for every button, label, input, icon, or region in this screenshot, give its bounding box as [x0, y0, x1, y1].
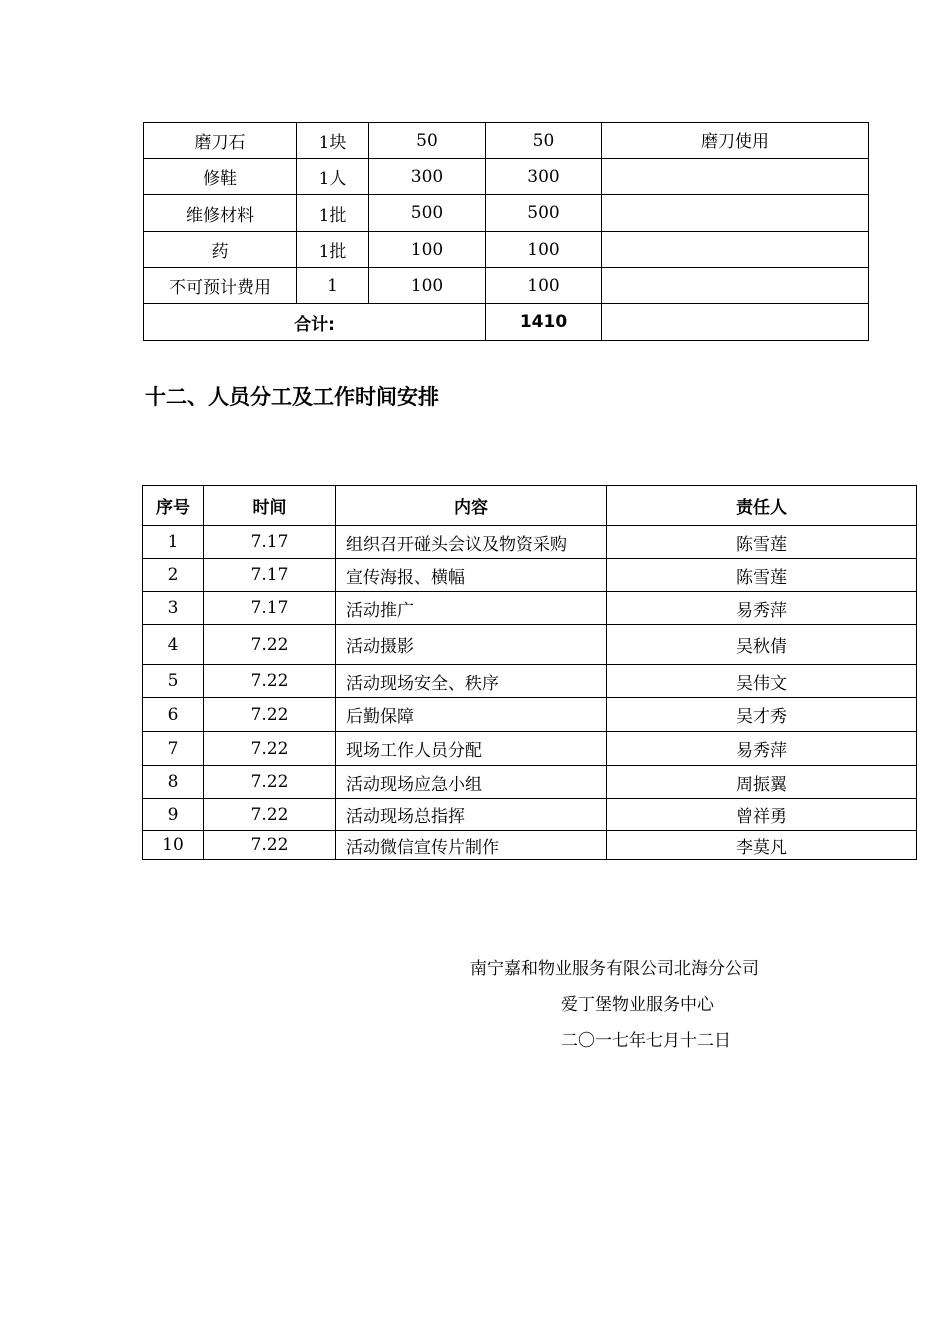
- budget-item: 药: [144, 232, 297, 268]
- row-no: 4: [143, 625, 204, 665]
- table-row: [143, 799, 917, 831]
- table-row: [143, 625, 917, 665]
- signature-company: 南宁嘉和物业服务有限公司北海分公司: [470, 959, 759, 979]
- total-row: [144, 304, 869, 341]
- row-time: 7.22: [204, 766, 336, 799]
- row-person: 吴秋倩: [607, 625, 917, 665]
- row-time: 7.22: [204, 698, 336, 732]
- budget-note: [602, 159, 869, 195]
- table-row: [143, 766, 917, 799]
- budget-amount: 300: [486, 159, 602, 195]
- table-header-row: [143, 486, 917, 526]
- table-row: [144, 123, 869, 159]
- row-content: 宣传海报、横幅: [336, 559, 607, 592]
- row-content: 活动现场安全、秩序: [336, 665, 607, 698]
- row-time: 7.22: [204, 625, 336, 665]
- section-heading: 十二、人员分工及工作时间安排: [145, 385, 439, 409]
- staff-table: [142, 485, 917, 860]
- budget-amount: 100: [486, 232, 602, 268]
- row-person: 陈雪莲: [607, 559, 917, 592]
- row-person: 陈雪莲: [607, 526, 917, 559]
- budget-unit-price: 500: [369, 195, 486, 232]
- header-no: 序号: [143, 486, 204, 526]
- header-person: 责任人: [607, 486, 917, 526]
- row-no: 6: [143, 698, 204, 732]
- budget-item: 修鞋: [144, 159, 297, 195]
- total-note: [602, 304, 869, 341]
- signature-center: 爱丁堡物业服务中心: [561, 995, 714, 1015]
- table-row: [143, 732, 917, 766]
- header-time: 时间: [204, 486, 336, 526]
- row-no: 1: [143, 526, 204, 559]
- budget-qty: 1批: [297, 232, 369, 268]
- row-content: 活动微信宣传片制作: [336, 831, 607, 860]
- table-row: [143, 559, 917, 592]
- row-time: 7.17: [204, 526, 336, 559]
- table-row: [144, 159, 869, 195]
- budget-unit-price: 300: [369, 159, 486, 195]
- table-row: [143, 665, 917, 698]
- budget-amount: 100: [486, 268, 602, 304]
- row-time: 7.22: [204, 799, 336, 831]
- budget-amount: 50: [486, 123, 602, 159]
- row-person: 曾祥勇: [607, 799, 917, 831]
- budget-item: 不可预计费用: [144, 268, 297, 304]
- row-content: 活动现场总指挥: [336, 799, 607, 831]
- table-row: [144, 195, 869, 232]
- budget-table: [143, 122, 869, 341]
- row-content: 后勤保障: [336, 698, 607, 732]
- budget-amount: 500: [486, 195, 602, 232]
- row-person: 李莫凡: [607, 831, 917, 860]
- row-person: 易秀萍: [607, 592, 917, 625]
- budget-qty: 1块: [297, 123, 369, 159]
- budget-qty: 1: [297, 268, 369, 304]
- row-person: 吴才秀: [607, 698, 917, 732]
- row-content: 活动现场应急小组: [336, 766, 607, 799]
- budget-unit-price: 50: [369, 123, 486, 159]
- row-time: 7.22: [204, 732, 336, 766]
- row-content: 活动摄影: [336, 625, 607, 665]
- row-no: 8: [143, 766, 204, 799]
- budget-note: [602, 268, 869, 304]
- row-time: 7.17: [204, 559, 336, 592]
- row-person: 周振翼: [607, 766, 917, 799]
- row-no: 3: [143, 592, 204, 625]
- table-row: [143, 526, 917, 559]
- row-person: 吴伟文: [607, 665, 917, 698]
- row-person: 易秀萍: [607, 732, 917, 766]
- header-content: 内容: [336, 486, 607, 526]
- budget-note: [602, 195, 869, 232]
- row-no: 9: [143, 799, 204, 831]
- total-label: 合计:: [144, 304, 486, 341]
- row-no: 10: [143, 831, 204, 860]
- total-value: 1410: [486, 304, 602, 341]
- budget-item: 磨刀石: [144, 123, 297, 159]
- row-time: 7.22: [204, 665, 336, 698]
- row-time: 7.22: [204, 831, 336, 860]
- budget-qty: 1人: [297, 159, 369, 195]
- budget-unit-price: 100: [369, 268, 486, 304]
- table-row: [144, 268, 869, 304]
- table-row: [143, 831, 917, 860]
- row-no: 5: [143, 665, 204, 698]
- signature-date: 二〇一七年七月十二日: [561, 1031, 731, 1051]
- budget-note: [602, 232, 869, 268]
- table-row: [144, 232, 869, 268]
- budget-unit-price: 100: [369, 232, 486, 268]
- budget-qty: 1批: [297, 195, 369, 232]
- row-content: 现场工作人员分配: [336, 732, 607, 766]
- row-no: 7: [143, 732, 204, 766]
- table-row: [143, 592, 917, 625]
- row-content: 组织召开碰头会议及物资采购: [336, 526, 607, 559]
- row-no: 2: [143, 559, 204, 592]
- table-row: [143, 698, 917, 732]
- budget-item: 维修材料: [144, 195, 297, 232]
- row-time: 7.17: [204, 592, 336, 625]
- row-content: 活动推广: [336, 592, 607, 625]
- budget-note: 磨刀使用: [602, 123, 869, 159]
